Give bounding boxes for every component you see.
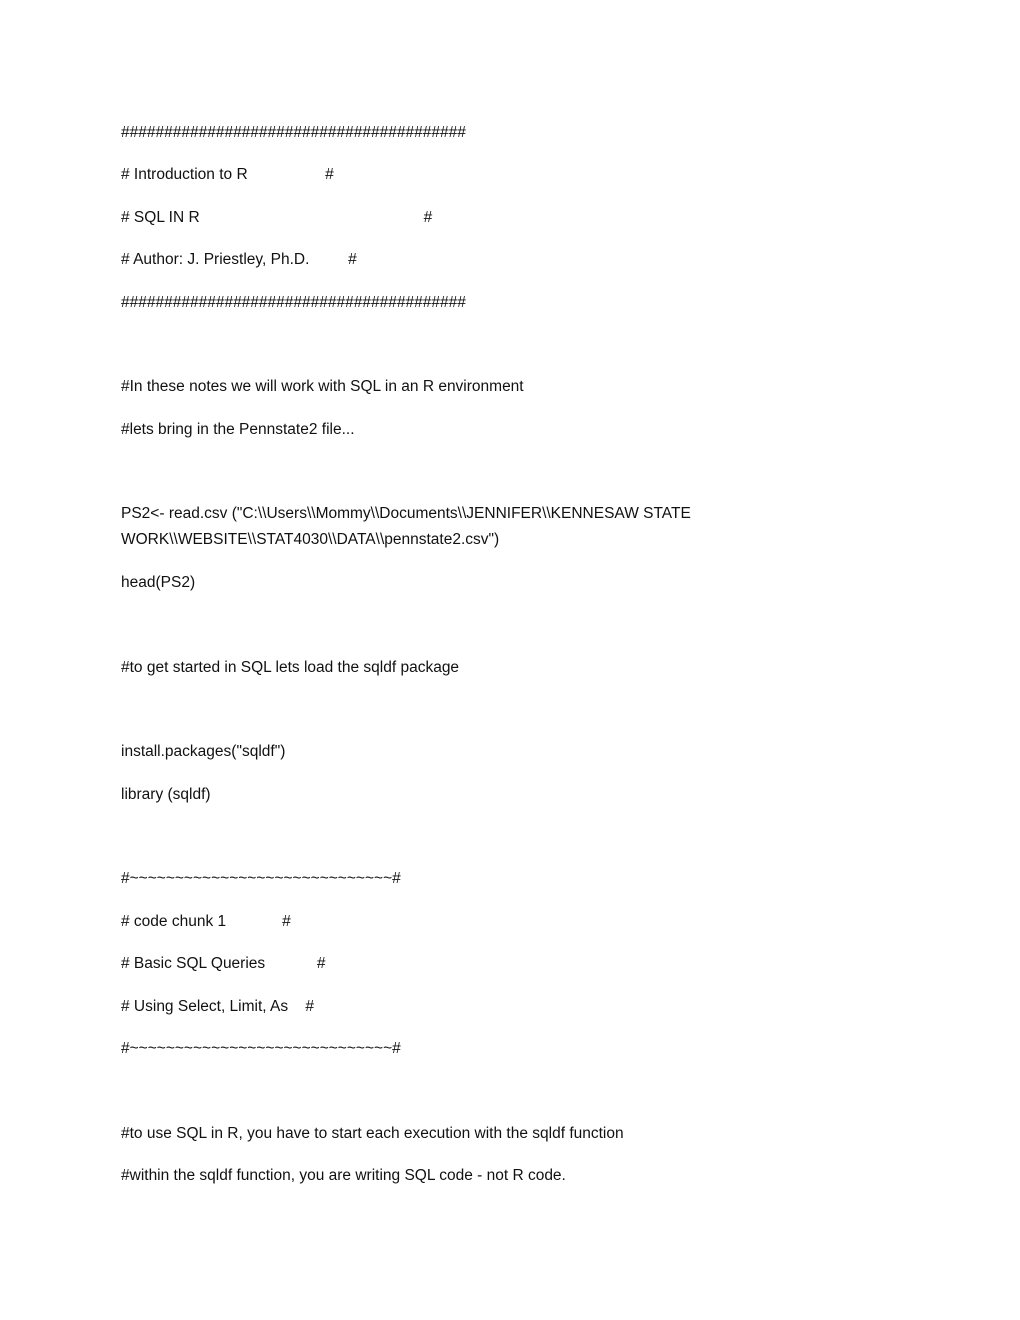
chunk-rule-bottom: #~~~~~~~~~~~~~~~~~~~~~~~~~~~~~# [121, 1040, 401, 1057]
notes-line-5: #within the sqldf function, you are writing SQL code - not R code. [121, 1167, 566, 1184]
sql-title: # SQL IN R # [121, 209, 433, 226]
notes-line-4: #to use SQL in R, you have to start each execution with the sqldf function [121, 1125, 624, 1142]
intro-title: # Introduction to R # [121, 166, 334, 183]
code-install: install.packages("sqldf") [121, 743, 286, 760]
author-line: # Author: J. Priestley, Ph.D. # [121, 251, 357, 268]
code-head: head(PS2) [121, 574, 196, 591]
chunk-line-2: # Basic SQL Queries # [121, 955, 326, 972]
notes-line-2: #lets bring in the Pennstate2 file... [121, 421, 355, 438]
chunk-rule-top: #~~~~~~~~~~~~~~~~~~~~~~~~~~~~~# [121, 870, 401, 887]
chunk-line-1: # code chunk 1 # [121, 913, 291, 930]
header-rule: ######################################## [121, 124, 466, 141]
notes-line-1: #In these notes we will work with SQL in an R environment [121, 378, 524, 395]
code-library: library (sqldf) [121, 786, 211, 803]
code-read-csv: PS2<- read.csv ("C:\\Users\\Mommy\\Documents\\JENNIFER\\KENNESAW STATE WORK\\WEBSITE\\STAT4030\\DATA\\pennstate2.csv") [121, 505, 691, 549]
notes-line-3: #to get started in SQL lets load the sqldf package [121, 659, 460, 676]
footer-rule: ######################################## [121, 294, 466, 311]
chunk-line-3: # Using Select, Limit, As # [121, 998, 314, 1015]
